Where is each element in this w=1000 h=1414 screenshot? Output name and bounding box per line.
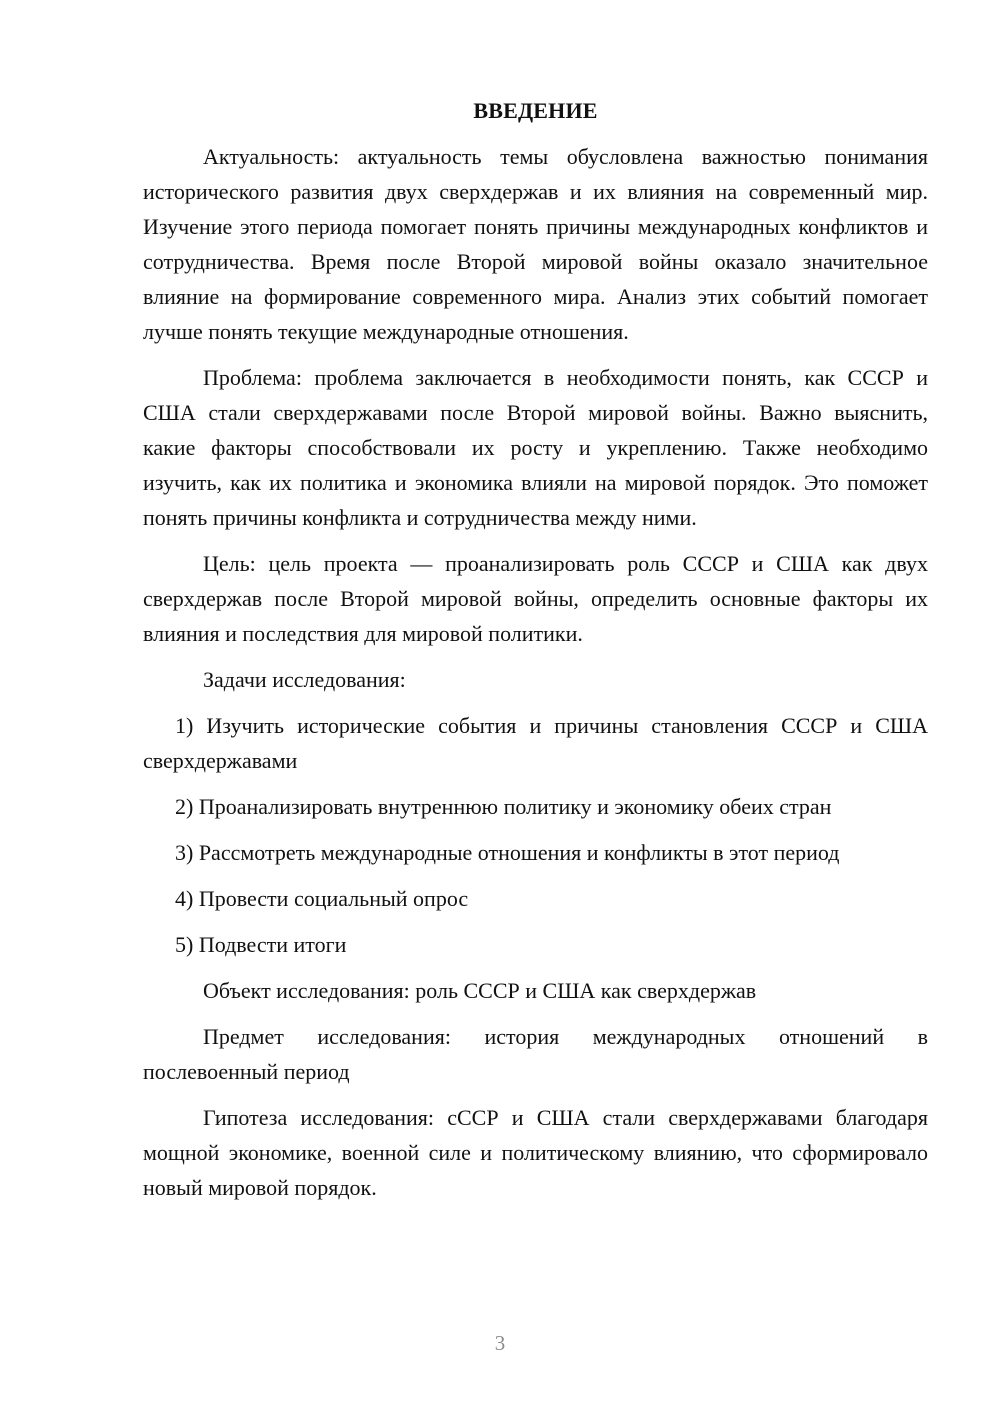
paragraph-subject: Предмет исследования: история международных отношений в послевоенный период [143,1024,928,1084]
paragraph-relevance: Актуальность: актуальность темы обусловлена важностью понимания исторического развития двух сверхдержав и их влияния на современный мир. Изучение этого периода помогает понять причины международных конфликтов и сотрудничества. Время после Второй мировой войны оказало значительное влияние на формирование современного мира. Анализ этих событий помогает лучше понять текущие международные отношения. [143,144,928,344]
page-content [143,95,928,1216]
task-item-5: 5) Подвести итоги [175,932,347,957]
tasks-heading: Задачи исследования: [203,667,406,692]
task-item-1: 1) Изучить исторические события и причины становления СССР и США сверхдержавами [143,713,928,773]
paragraph-goal: Цель: цель проекта — проанализировать роль СССР и США как двух сверхдержав после Второй мировой войны, определить основные факторы их влияния и последствия для мировой политики. [143,551,928,646]
paragraph-object: Объект исследования: роль СССР и США как сверхдержав [203,978,757,1003]
task-item-3: 3) Рассмотреть международные отношения и конфликты в этот период [175,840,840,865]
task-item-2: 2) Проанализировать внутреннюю политику и экономику обеих стран [175,794,832,819]
paragraph-hypothesis: Гипотеза исследования: сССР и США стали сверхдержавами благодаря мощной экономике, военной силе и политическому влиянию, что сформировало новый мировой порядок. [143,1105,928,1200]
task-item-4: 4) Провести социальный опрос [175,886,469,911]
paragraph-problem: Проблема: проблема заключается в необходимости понять, как СССР и США стали сверхдержавами после Второй мировой войны. Важно выяснить, какие факторы способствовали их росту и укреплению. Также необходимо изучить, как их политика и экономика влияли на мировой порядок. Это поможет понять причины конфликта и сотрудничества между ними. [143,365,928,530]
section-title: ВВЕДЕНИЕ [473,98,598,123]
page-number: 3 [494,1331,506,1355]
